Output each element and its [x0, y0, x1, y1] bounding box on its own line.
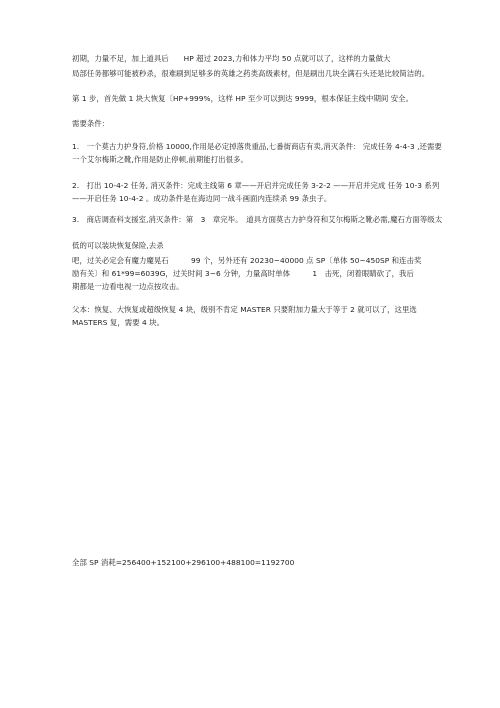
- paragraph-line: 第 1 步，首先做 1 块大恢复〔HP+999%，这样 HP 至少可以到达 9999，根本保证主线中期间 安全。: [72, 94, 414, 103]
- paragraph-line: 2. 打出 10-4-2 任务, 消灭条件：完成主线第 6 章——开启并完成任务 3-2-2 ——开启并完成 任务 10-3 系列: [72, 181, 440, 190]
- paragraph-line: 励有关〕和 61*99=6039G，过关时间 3~6 分钟，力量高时单体 1 击死，闭着眼睛砍了，我后: [72, 269, 414, 278]
- paragraph-line: 低的可以装块恢复保险,去杀: [72, 241, 164, 250]
- paragraph-line: 局部任务都够可能被秒杀，很难刷到足够多的英雄之药类高级素材，但是刷出几块全满石头还是比较简洁的。: [72, 69, 430, 78]
- paragraph-line: ——开启任务 10-4-2 。成功条件是在海边同一战斗画面内连续杀 99 条虫子。: [72, 194, 332, 203]
- paragraph-line: 初期，力量不足，加上道具后 HP 超过 2023,力和体力平均 50 点就可以了，这样的力量做大: [72, 54, 391, 63]
- paragraph-line: 3. 商店调查科支援室,消灭条件：第 3 章完毕。 道具方面莫古力护身符和艾尔梅斯之靴必需,魔石方面等级太: [72, 215, 443, 224]
- paragraph-line: 父本：恢复、大恢复或超级恢复 4 块，级别不肯定 MASTER 只要附加力量大于等于 2 就可以了，这里选: [72, 305, 417, 314]
- total-line: 全部 SP 消耗=256400+152100+296100+488100=1192700: [72, 558, 295, 567]
- paragraph-line: MASTERS 复，需要 4 块。: [72, 318, 165, 327]
- paragraph-line: 吧，过关必定会有魔力魔晃石 99 个，另外还有 20230~40000 点 SP〔单体 50~450SP 和连击奖: [72, 256, 422, 265]
- paragraph-line: 一个艾尔梅斯之靴,作用是防止停顿,前期能打出很多。: [72, 155, 248, 164]
- section-heading: 需要条件：: [72, 119, 110, 128]
- paragraph-line: 1. 一个莫古力护身符,价格 10000,作用是必定掉落贵重品,七番街商店有卖,消灭条件： 完成任务 4-4-3 ,还需要: [72, 142, 442, 151]
- paragraph-line: 期都是一边看电视一边点按攻击。: [72, 282, 184, 291]
